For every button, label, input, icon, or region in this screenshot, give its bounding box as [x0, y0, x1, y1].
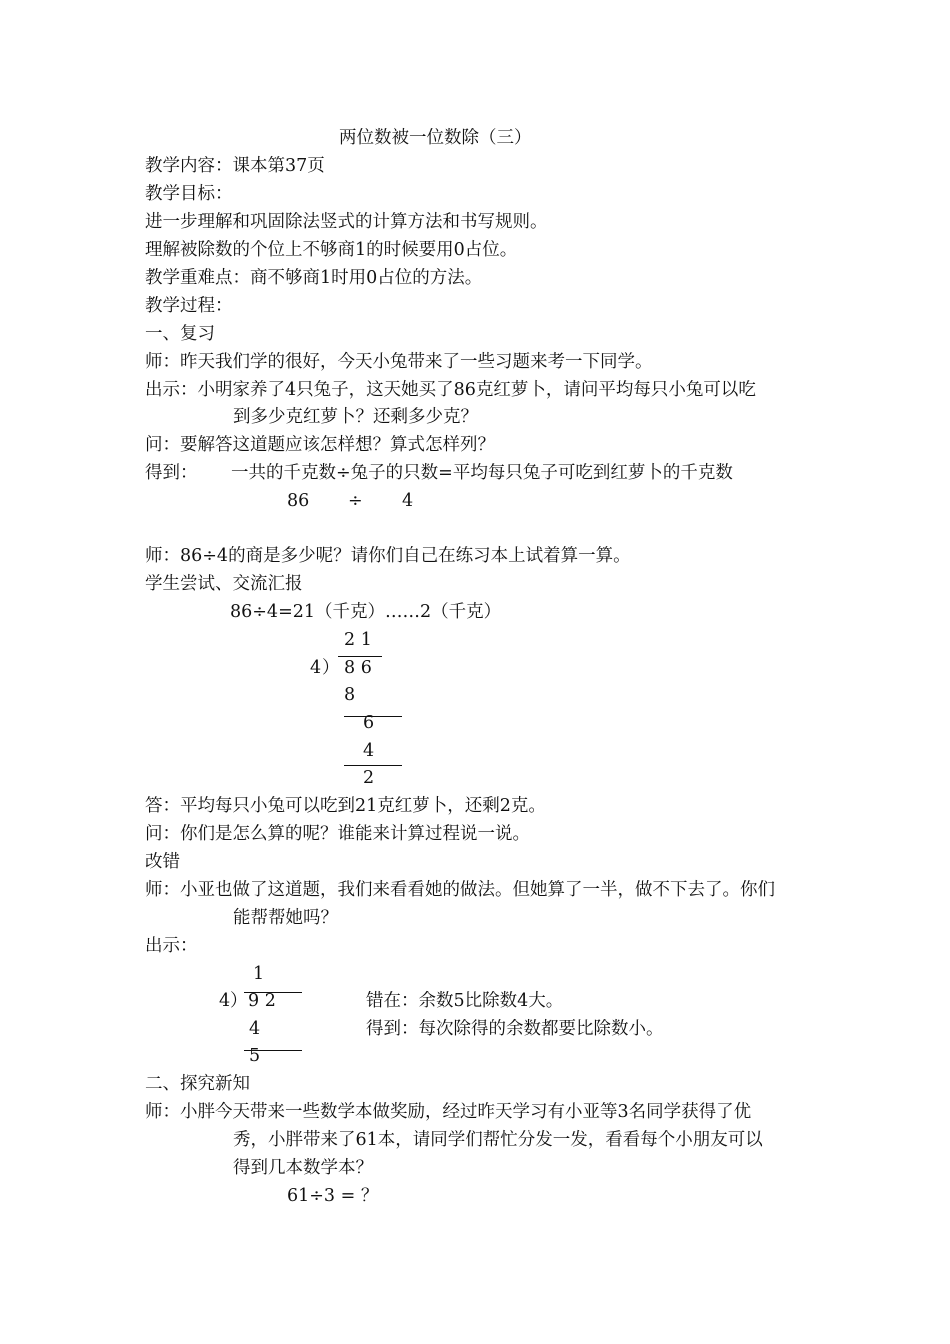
question-line-2: 问：你们是怎么算的呢？谁能来计算过程说一说。 [145, 824, 530, 844]
explore-heading: 二、探究新知 [145, 1074, 250, 1094]
page-title: 两位数被一位数除（三） [339, 128, 532, 148]
error-note: 错在：余数5比除数4大。 [366, 991, 564, 1011]
long-division-1-step-2: 6 [363, 713, 375, 733]
answer-line: 答：平均每只小兔可以吃到21克红萝卜，还剩2克。 [145, 796, 546, 816]
long-division-1-quotient: 2 1 [344, 630, 372, 650]
show-problem-line-1: 出示：小明家养了4只兔子，这天她买了86克红萝卜，请问平均每只小兔可以吃 [145, 380, 756, 400]
long-division-1-bracket: ） [322, 658, 340, 678]
long-division-1-line-3 [344, 765, 402, 766]
show-label: 出示： [145, 936, 198, 956]
long-division-2-bracket: ） [230, 991, 248, 1011]
teacher-line-4c: 得到几本数学本？ [233, 1158, 373, 1178]
teaching-process-label: 教学过程： [145, 296, 233, 316]
show-problem-line-2: 到多少克红萝卜？还剩多少克？ [233, 407, 478, 427]
review-heading: 一、复习 [145, 324, 215, 344]
teacher-line-1: 师：昨天我们学的很好，今天小兔带来了一些习题来考一下同学。 [145, 352, 653, 372]
long-division-2-quotient: 1 [253, 964, 265, 984]
question-line-1: 问：要解答这道题应该怎样想？算式怎样列？ [145, 435, 495, 455]
equation-86-div-4: 86÷4=21（千克）……2（千克） [230, 602, 502, 622]
teaching-content: 教学内容：课本第37页 [145, 156, 325, 176]
correction-heading: 改错 [145, 852, 180, 872]
teaching-goal-2: 理解被除数的个位上不够商1的时候要用0占位。 [145, 240, 518, 260]
long-division-2-divisor: 4 [219, 991, 231, 1011]
student-try: 学生尝试、交流汇报 [145, 574, 303, 594]
equation-61-div-3: 61÷3 = ？ [287, 1186, 379, 1206]
long-division-2-remainder: 5 [249, 1046, 261, 1066]
teaching-goal-1: 进一步理解和巩固除法竖式的计算方法和书写规则。 [145, 212, 548, 232]
teacher-line-3a: 师：小亚也做了这道题，我们来看看她的做法。但她算了一半，做不下去了。你们 [145, 880, 775, 900]
get-label: 得到： [145, 463, 198, 483]
long-division-1-step-3: 4 [363, 741, 375, 761]
long-division-1-dividend: 8 6 [344, 658, 372, 678]
teacher-line-2: 师：86÷4的商是多少呢？请你们自己在练习本上试着算一算。 [145, 546, 631, 566]
long-division-1-step-1: 8 [344, 685, 356, 705]
key-points: 教学重难点：商不够商1时用0占位的方法。 [145, 268, 483, 288]
teaching-goals-label: 教学目标： [145, 184, 233, 204]
relation-number-86: 86 [287, 491, 310, 511]
relation-divide-sign: ÷ [348, 491, 363, 511]
rule-note: 得到：每次除得的余数都要比除数小。 [366, 1019, 664, 1039]
teacher-line-4a: 师：小胖今天带来一些数学本做奖励，经过昨天学习有小亚等3名同学获得了优 [145, 1102, 752, 1122]
long-division-1-remainder: 2 [363, 768, 375, 788]
teacher-line-4b: 秀，小胖带来了61本，请同学们帮忙分发一发，看看每个小朋友可以 [233, 1130, 763, 1150]
relation-formula: 一共的千克数÷兔子的只数=平均每只兔子可吃到红萝卜的千克数 [231, 463, 733, 483]
teacher-line-3b: 能帮帮她吗？ [233, 908, 338, 928]
long-division-1-divisor: 4 [310, 658, 322, 678]
relation-number-4: 4 [402, 491, 414, 511]
long-division-2-dividend: 9 2 [248, 991, 276, 1011]
long-division-2-step-1: 4 [249, 1019, 261, 1039]
